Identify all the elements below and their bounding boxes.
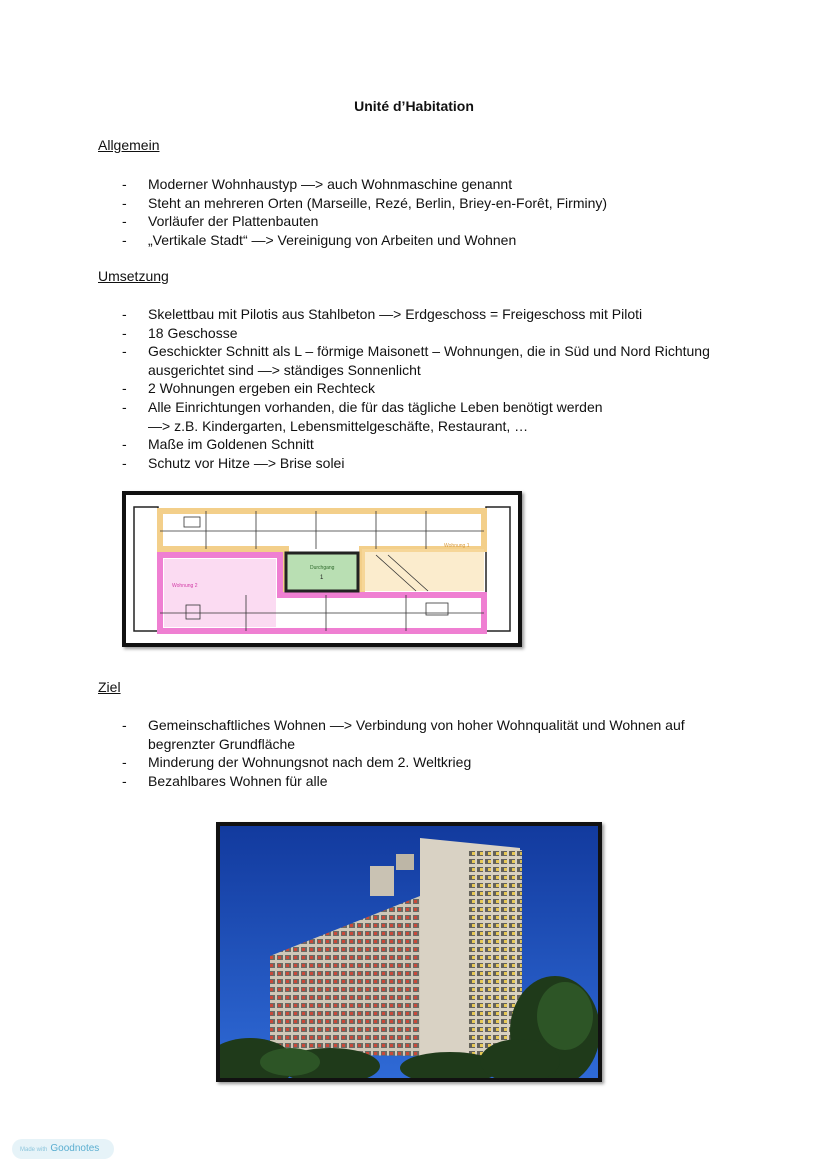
list-item: - Geschickter Schnitt als L – förmige Maisonett – Wohnungen, die in Süd und Nord Richtung ausgerichtet sind —> ständiges Sonnenlicht: [122, 342, 742, 379]
heading-allgemein: Allgemein: [98, 137, 160, 153]
roof-structure: [370, 866, 394, 896]
list-item: - Maße im Goldenen Schnitt: [122, 435, 742, 454]
list-ziel: [122, 716, 742, 790]
wohnung-2-label: Wohnung 2: [172, 583, 198, 589]
list-item: - Minderung der Wohnungsnot nach dem 2. Weltkrieg: [122, 753, 742, 772]
made-with-goodnotes-badge: Made with Goodnotes: [12, 1139, 114, 1159]
list-item: - Skelettbau mit Pilotis aus Stahlbeton —> Erdgeschoss = Freigeschoss mit Piloti: [122, 305, 742, 324]
list-item: - Steht an mehreren Orten (Marseille, Rezé, Berlin, Briey-en-Forêt, Firminy): [122, 194, 742, 213]
list-item: - Bezahlbares Wohnen für alle: [122, 772, 742, 791]
durchgang-box: [286, 553, 358, 591]
list-item: - 18 Geschosse: [122, 324, 742, 343]
wohnung-1-label: Wohnung 1: [444, 543, 470, 549]
list-umsetzung: [122, 305, 742, 472]
section-plan-image: [122, 491, 522, 647]
durchgang-label: Durchgang: [310, 565, 335, 571]
list-item: - Schutz vor Hitze —> Brise solei: [122, 454, 742, 473]
section-plan-drawing: [126, 495, 518, 643]
building-illustration: [220, 826, 598, 1078]
heading-ziel: Ziel: [98, 679, 121, 695]
list-item: - „Vertikale Stadt“ —> Vereinigung von Arbeiten und Wohnen: [122, 231, 742, 250]
list-allgemein: [122, 175, 742, 249]
list-item: - Vorläufer der Plattenbauten: [122, 212, 742, 231]
building-photo: [216, 822, 602, 1082]
list-item: - 2 Wohnungen ergeben ein Rechteck: [122, 379, 742, 398]
page-title: Unité d’Habitation: [354, 98, 474, 114]
heading-umsetzung: Umsetzung: [98, 268, 169, 284]
list-item: - Alle Einrichtungen vorhanden, die für das tägliche Leben benötigt werden —> z.B. Kindergarten, Lebensmittelgeschäfte, Restaurant, …: [122, 398, 742, 435]
list-item: - Moderner Wohnhaustyp —> auch Wohnmaschine genannt: [122, 175, 742, 194]
wohnung-1-fill: [362, 549, 484, 591]
list-item: - Gemeinschaftliches Wohnen —> Verbindung von hoher Wohnqualität und Wohnen auf begrenzter Grundfläche: [122, 716, 742, 753]
durchgang-number: 1: [320, 575, 324, 581]
wohnung-2-fill: [164, 559, 276, 627]
